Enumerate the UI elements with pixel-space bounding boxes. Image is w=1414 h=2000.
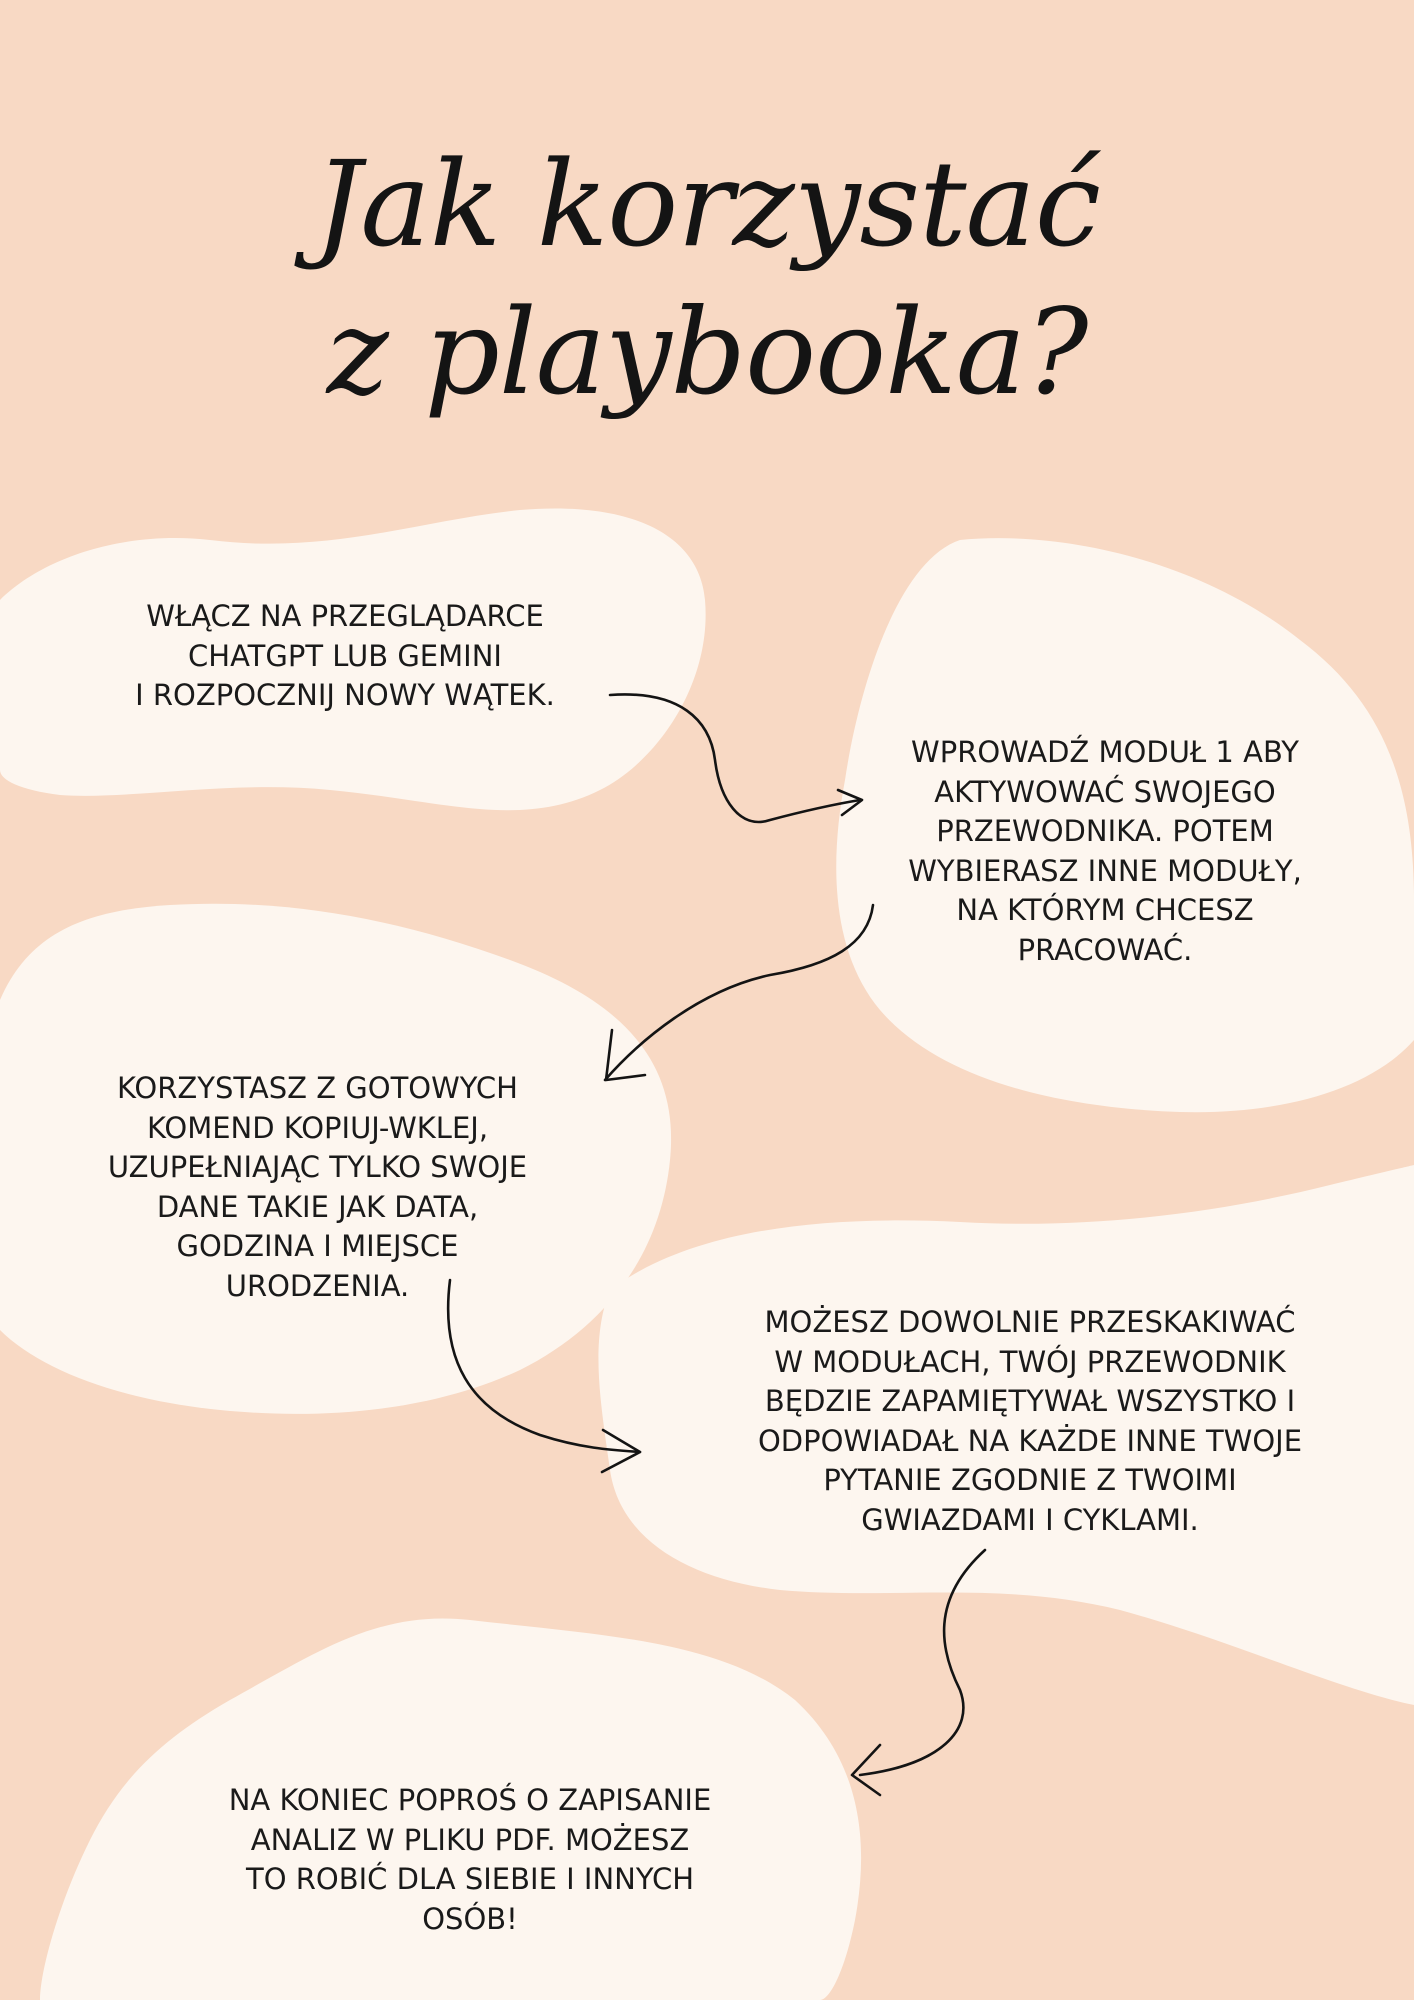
step-line: TO ROBIĆ DLA SIEBIE I INNYCH [245,1862,695,1896]
step-line: GWIAZDAMI I CYKLAMI. [861,1502,1199,1537]
step-line: URODZENIA. [225,1268,410,1303]
step-line: MOŻESZ DOWOLNIE PRZESKAKIWAĆ [764,1305,1296,1339]
step-line: WŁĄCZ NA PRZEGLĄDARCE [146,599,544,633]
step-line: ANALIZ W PLIKU PDF. MOŻESZ [250,1822,690,1857]
step-line: NA KTÓRYM CHCESZ [956,893,1254,927]
step-line: NA KONIEC POPROŚ O ZAPISANIE [228,1783,712,1817]
curved-arrow-icon [605,905,873,1080]
curved-arrow-icon [610,694,862,821]
step-line: I ROZPOCZNIJ NOWY WĄTEK. [135,678,555,712]
step-line: GODZINA I MIEJSCE [176,1229,459,1263]
step-line: PRZEWODNIKA. POTEM [936,814,1274,848]
title-line-2: z playbooka? [326,283,1088,421]
step-line: ODPOWIADAŁ NA KAŻDE INNE TWOJE [757,1423,1303,1458]
step-line: BĘDZIE ZAPAMIĘTYWAŁ WSZYSTKO I [764,1384,1296,1418]
curved-arrow-icon [852,1550,985,1795]
step-line: CHATGPT LUB GEMINI [188,638,502,673]
title-line-1: Jak korzystać [314,135,1100,273]
step-line: UZUPEŁNIAJĄC TYLKO SWOJE [107,1150,528,1184]
step-line: WPROWADŹ MODUŁ 1 ABY [911,735,1299,769]
step-line: DANE TAKIE JAK DATA, [156,1189,479,1224]
curved-arrow-icon [448,1280,640,1472]
step-line: KOMEND KOPIUJ-WKLEJ, [146,1110,489,1145]
step-line: KORZYSTASZ Z GOTOWYCH [117,1071,518,1105]
step-line: W MODUŁACH, TWÓJ PRZEWODNIK [774,1344,1286,1379]
step-line: OSÓB! [422,1901,518,1936]
step-line: AKTYWOWAĆ SWOJEGO [934,774,1276,809]
step-line: PRACOWAĆ. [1017,932,1193,967]
step-line: WYBIERASZ INNE MODUŁY, [908,853,1302,888]
step-line: PYTANIE ZGODNIE Z TWOIMI [823,1463,1237,1497]
